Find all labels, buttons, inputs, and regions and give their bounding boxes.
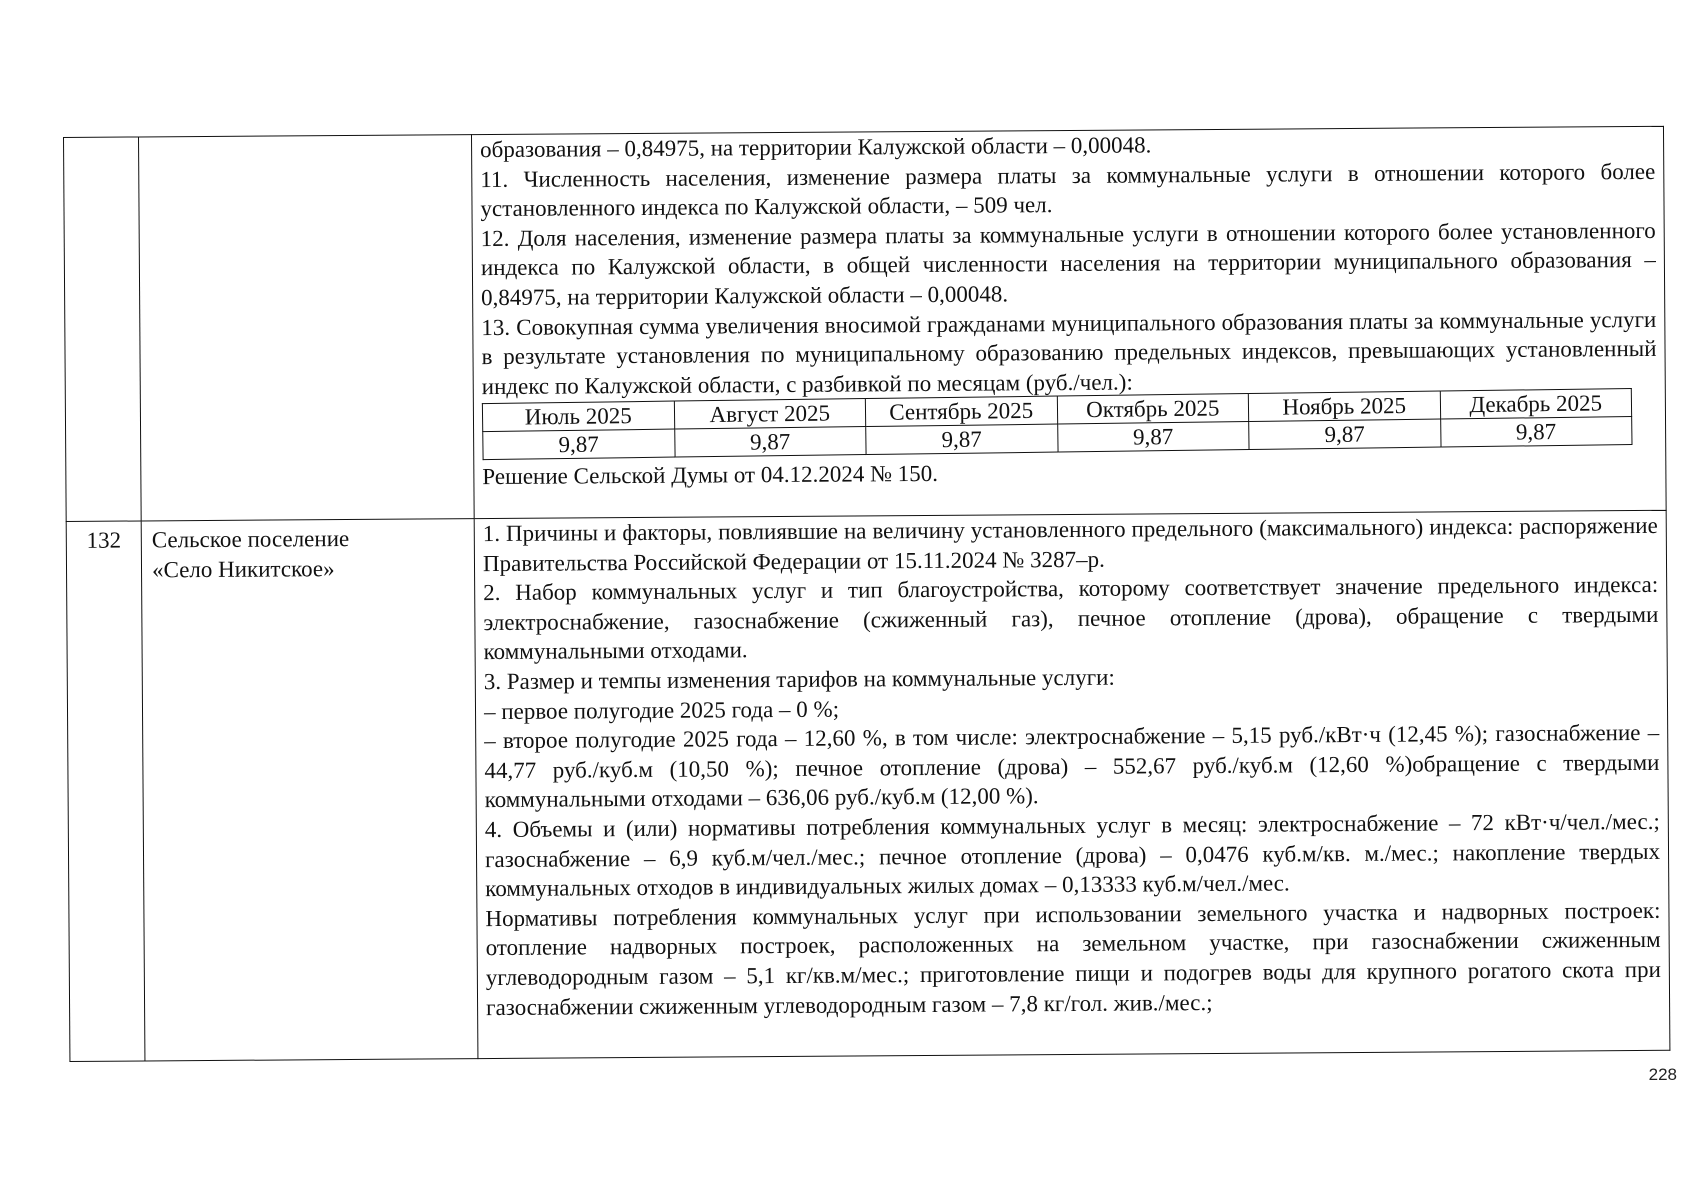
row-number-cell: [64, 137, 142, 522]
paragraph: образования – 0,84975, на территории Калужской области – 0,00048.: [480, 132, 1152, 163]
paragraph: 3. Размер и темпы изменения тарифов на коммунальные услуги:: [483, 664, 1115, 695]
month-header: Ноябрь 2025: [1248, 391, 1440, 422]
paragraph: 11. Численность населения, изменение размера платы за коммунальные услуги в отношении которого более установленного индекса по Калужской области, – 509 чел.: [480, 158, 1656, 222]
tariff-index-table: [63, 126, 1670, 1062]
month-header: Август 2025: [674, 399, 866, 430]
paragraph: – первое полугодие 2025 года – 0 %;: [483, 696, 840, 724]
paragraph: – второе полугодие 2025 года – 12,60 %, в том числе: электроснабжение – 5,15 руб./кВт·ч (12,45 %); газоснабжение – 44,77 руб./куб.м (10,50 %); печное отопление (дрова) – 552,67 руб./куб.м (12,60 %)обращение с твердыми коммунальными отходами – 636,06 руб./куб.м (12,00 %).: [484, 720, 1660, 813]
paragraph: 12. Доля населения, изменение размера платы за коммунальные услуги в отношении которого более установленного индекса по Калужской области, в общей численности населения на территории муниципального образования – 0,84975, на территории Калужской области – 0,00048.: [480, 217, 1656, 311]
month-header: Октябрь 2025: [1057, 394, 1249, 425]
month-header: Сентябрь 2025: [865, 396, 1057, 427]
month-header: Июль 2025: [482, 401, 674, 432]
paragraph: 2. Набор коммунальных услуг и тип благоустройства, которому соответствует значение предельного индекса: электроснабжение, газоснабжение (сжиженный газ), печное отопление (дрова), обращение с твердыми коммунальными отходами.: [483, 572, 1659, 665]
description-cell: [474, 510, 1670, 1058]
month-value: 9,87: [1249, 419, 1441, 450]
paragraph: 4. Объемы и (или) нормативы потребления коммунальных услуг в месяц: электроснабжение – 72 кВт·ч/чел./мес.; газоснабжение – 6,9 куб.м/чел./мес.; печное отопление (дрова) – 0,0476 куб.м/кв. м./мес.; накопление твердых коммунальных отходов в индивидуальных жилых домах – 0,13333 куб.м/чел./мес.: [484, 808, 1661, 902]
month-value: 9,87: [674, 427, 866, 458]
page-number: 228: [1648, 1065, 1677, 1084]
municipality-name-line: Сельское поселение: [151, 526, 350, 553]
month-value: 9,87: [483, 429, 675, 460]
month-value: 9,87: [1440, 417, 1632, 448]
description-cell: [471, 126, 1666, 518]
row-number-cell: 132: [66, 521, 145, 1062]
table-row: [64, 126, 1667, 521]
municipality-name-line: «Село Никитское»: [151, 555, 335, 582]
month-value: 9,87: [866, 424, 1058, 455]
month-value: 9,87: [1057, 422, 1249, 453]
paragraph: Нормативы потребления коммунальных услуг при использовании земельного участка и надворных построек: отопление надворных построек, расположенных на земельном участке, при газоснабжении сжиженным углеводородным газом – 5,1 кг/кв.м/мес.; приготовление пищи и подогрев воды для крупного рогатого скота при газоснабжении сжиженным углеводородным газом – 7,8 кг/гол. жив./мес.;: [485, 897, 1661, 1020]
paragraph: 1. Причины и факторы, повлиявшие на величину установленного предельного (максимального) индекса: распоряжение Правительства Российской Федерации от 15.11.2024 № 3287–р.: [482, 512, 1658, 576]
municipality-name-cell: [141, 519, 478, 1061]
month-header: Декабрь 2025: [1440, 389, 1632, 420]
decision-reference: Решение Сельской Думы от 04.12.2024 № 150.: [482, 461, 939, 490]
paragraph: 13. Совокупная сумма увеличения вносимой гражданами муниципального образования платы за коммунальные услуги в результате установления по муниципальному образованию предельных индексов, превышающих установленный индекс по Калужской области, с разбивкой по месяцам (руб./чел.):: [481, 306, 1657, 399]
table-row: [66, 510, 1670, 1061]
municipality-name-cell: [139, 135, 475, 521]
